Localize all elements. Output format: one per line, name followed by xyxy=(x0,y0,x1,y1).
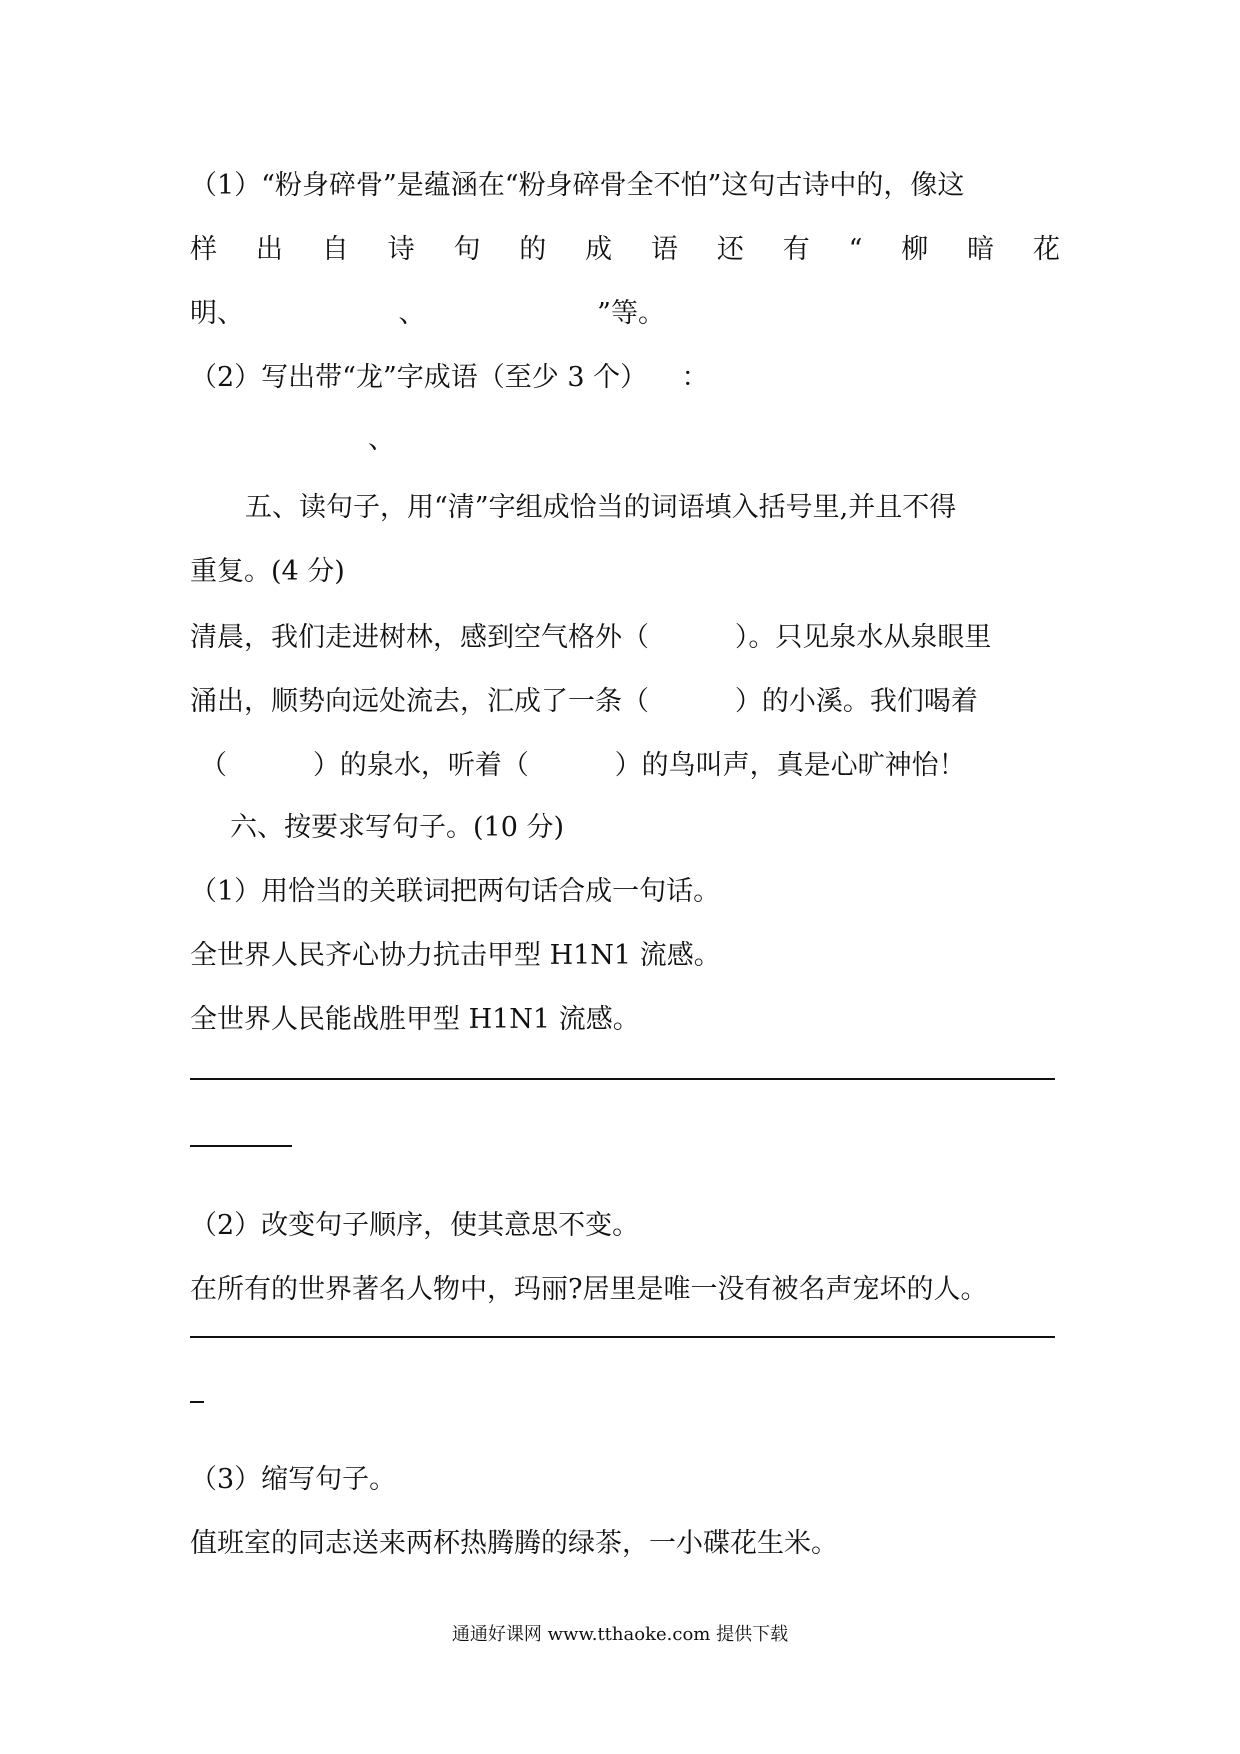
q4-1-line2 xyxy=(190,230,1060,270)
q4-1-line2-char: 还 xyxy=(716,234,744,265)
answer-line-1a xyxy=(190,1078,1055,1080)
q4-1-line2-char: 样 xyxy=(190,234,217,265)
section6-heading: 六、按要求写句子。(10 分) xyxy=(230,812,565,843)
section6-q3-prompt: （3）缩写句子。 xyxy=(190,1464,397,1495)
q4-1-line2-char: 有 xyxy=(782,234,810,265)
section5-body-line2: 涌出，顺势向远处流去，汇成了一条（ ）的小溪。我们喝着 xyxy=(190,686,978,717)
q4-1-line2-char: 语 xyxy=(651,234,679,265)
q4-1-line2-char: “ xyxy=(848,234,863,265)
q4-2-answer-separator: 、 xyxy=(368,424,395,455)
section5-heading-line1: 五、读句子，用“清”字组成恰当的词语填入括号里,并且不得 xyxy=(245,492,957,523)
answer-line-1b xyxy=(190,1145,292,1147)
section5-body-line1: 清晨，我们走进树林，感到空气格外（ ）。只见泉水从泉眼里 xyxy=(190,622,992,653)
q4-1-line2-char: 诗 xyxy=(387,234,415,265)
section6-q3-sentence: 值班室的同志送来两杯热腾腾的绿茶，一小碟花生米。 xyxy=(190,1528,838,1559)
section6-q1-sentence2: 全世界人民能战胜甲型 H1N1 流感。 xyxy=(190,1004,640,1035)
footer-source: 通通好课网 www.tthaoke.com 提供下载 xyxy=(451,1624,789,1645)
answer-line-2b xyxy=(190,1401,204,1403)
q4-1-line2-char: 柳 xyxy=(901,234,929,265)
section6-q1-prompt: （1）用恰当的关联词把两句话合成一句话。 xyxy=(190,876,721,907)
section5-body-line3: （ ）的泉水，听着（ ）的鸟叫声，真是心旷神怡！ xyxy=(200,750,966,781)
section6-q2-prompt: （2）改变句子顺序，使其意思不变。 xyxy=(190,1210,640,1241)
q4-1-line2-char: 暗 xyxy=(967,234,995,265)
q4-1-line2-char: 出 xyxy=(255,234,283,265)
q4-1-line2-char: 成 xyxy=(585,234,613,265)
q4-1-line2-char: 自 xyxy=(321,234,349,265)
section5-heading-line2: 重复。(4 分) xyxy=(190,556,345,587)
q4-1-line2-char: 句 xyxy=(453,234,481,265)
q4-1-line2-char: 的 xyxy=(519,234,547,265)
q4-1-line3: 明、 、 ”等。 xyxy=(190,298,665,329)
answer-line-2a xyxy=(190,1336,1055,1338)
section6-q1-sentence1: 全世界人民齐心协力抗击甲型 H1N1 流感。 xyxy=(190,940,721,971)
q4-1-line1: （1）“粉身碎骨”是蕴涵在“粉身碎骨全不怕”这句古诗中的，像这 xyxy=(190,170,965,201)
section6-q2-sentence: 在所有的世界著名人物中，玛丽?居里是唯一没有被名声宠坏的人。 xyxy=(190,1274,988,1305)
q4-2-line1: （2）写出带“龙”字成语（至少 3 个） ： xyxy=(190,362,709,393)
q4-1-line2-char: 花 xyxy=(1032,234,1060,265)
